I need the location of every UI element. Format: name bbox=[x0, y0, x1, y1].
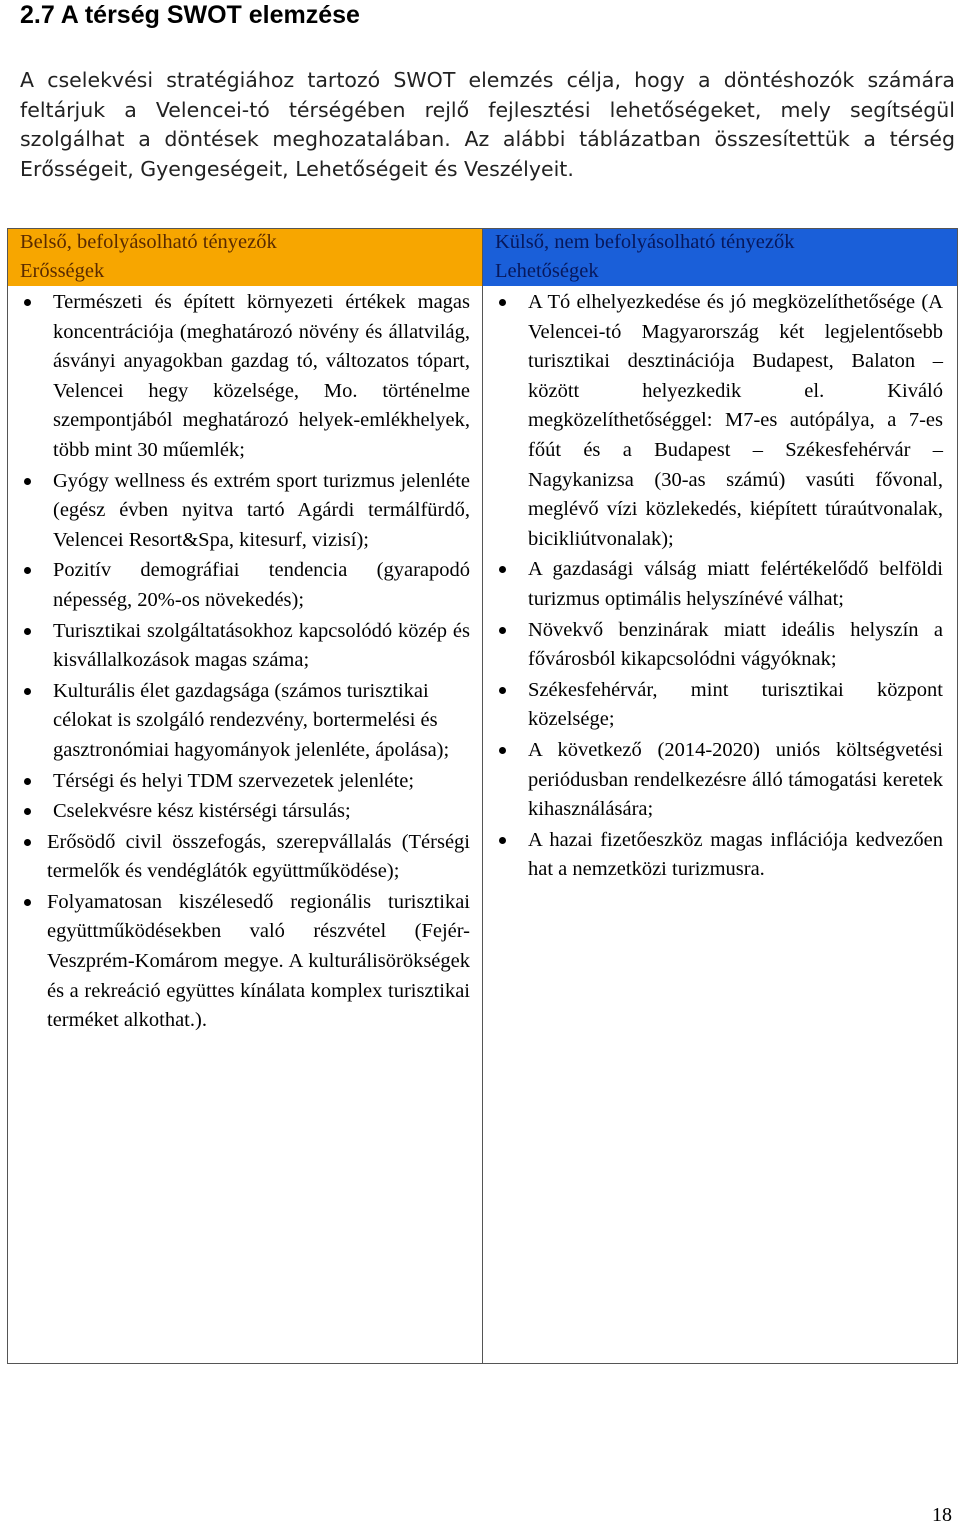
list-item: Természeti és épített környezeti értékek magas koncentrációja (meghatározó növény és állatvilág, ásványi anyagokban gazdag tó, változatos tópart, Velencei hegy közelsége, Mo. történelme szempontjából meghatározó helyek-emlékhelyek, több mint 30 műemlék; bbox=[22, 288, 470, 466]
opportunities-title: Lehetőségek bbox=[495, 260, 599, 282]
opportunities-group-label: Külső, nem befolyásolható tényezők bbox=[495, 231, 795, 253]
list-item: Folyamatosan kiszélesedő regionális turisztikai együttműködésekben való részvétel (Fejér-Veszprém-Komárom megye. A kulturálisörökségek és a rekreáció együttes kínálata komplex turisztikai terméket alkothat.). bbox=[22, 888, 470, 1036]
opportunities-group-header bbox=[483, 229, 957, 256]
strengths-title: Erősségek bbox=[20, 260, 105, 282]
list-item: Székesfehérvár, mint turisztikai központ közelsége; bbox=[497, 676, 943, 735]
strengths-list bbox=[8, 286, 482, 1036]
list-item: Gyógy wellness és extrém sport turizmus jelenléte (egész évben nyitva tartó Agárdi termálfürdő, Velencei Resort&Spa, kitesurf, vizisí); bbox=[22, 467, 470, 556]
list-item: Pozitív demográfiai tendencia (gyarapodó népesség, 20%-os növekedés); bbox=[22, 556, 470, 615]
list-item: Cselekvésre kész kistérségi társulás; bbox=[22, 797, 470, 827]
list-item: Növekvő benzinárak miatt ideális helyszín a fővárosból kikapcsolódni vágyóknak; bbox=[497, 616, 943, 675]
opportunities-title-header bbox=[483, 256, 957, 286]
list-item: A hazai fizetőeszköz magas inflációja kedvezően hat a nemzetközi turizmusra. bbox=[497, 826, 943, 885]
list-item: Erősödő civil összefogás, szerepvállalás (Térségi termelők és vendéglátók együttműködése); bbox=[22, 828, 470, 887]
strengths-column bbox=[8, 229, 483, 1364]
list-item: Térségi és helyi TDM szervezetek jelenléte; bbox=[22, 767, 470, 797]
page-number: 18 bbox=[932, 1504, 952, 1526]
list-item: Kulturális élet gazdagsága (számos turisztikai célokat is szolgáló rendezvény, bortermelési és gasztronómiai hagyományok jelenléte, ápolása); bbox=[22, 677, 470, 766]
list-item: A gazdasági válság miatt felértékelődő belföldi turizmus optimális helyszínévé válhat; bbox=[497, 555, 943, 614]
swot-table bbox=[7, 228, 958, 1364]
strengths-group-header bbox=[8, 229, 482, 256]
intro-paragraph: A cselekvési stratégiához tartozó SWOT elemzés célja, hogy a döntéshozók számára feltárjuk a Velencei-tó térségében rejlő fejlesztési lehetőségeket, mely segítségül szolgálhat a döntések meghozatalában. Az alábbi táblázatban összesítettük a térség Erősségeit, Gyengeségeit, Lehetőségeit és Veszélyeit. bbox=[20, 68, 955, 181]
strengths-group-label: Belső, befolyásolható tényezők bbox=[20, 231, 277, 253]
opportunities-list bbox=[483, 286, 957, 885]
opportunities-column bbox=[483, 229, 958, 1364]
section-heading: 2.7 A térség SWOT elemzése bbox=[20, 1, 360, 29]
strengths-title-header bbox=[8, 256, 482, 286]
list-item: A következő (2014-2020) uniós költségvetési periódusban rendelkezésre álló támogatási keretek kihasználására; bbox=[497, 736, 943, 825]
list-item: Turisztikai szolgáltatásokhoz kapcsolódó közép és kisvállalkozások magas száma; bbox=[22, 617, 470, 676]
list-item: A Tó elhelyezkedése és jó megközelíthetősége (A Velencei-tó Magyarország két legjelentősebb turisztikai desztinációja Budapest, Balaton – között helyezkedik el. Kiváló megközelíthetőséggel: M7-es autópálya, a 7-es főút és a Budapest – Székesfehérvár – Nagykanizsa (30-as számú) vasúti fővonal, meglévő vízi közlekedés, kiépített túraútvonalak, bicikliútvonalak); bbox=[497, 288, 943, 554]
